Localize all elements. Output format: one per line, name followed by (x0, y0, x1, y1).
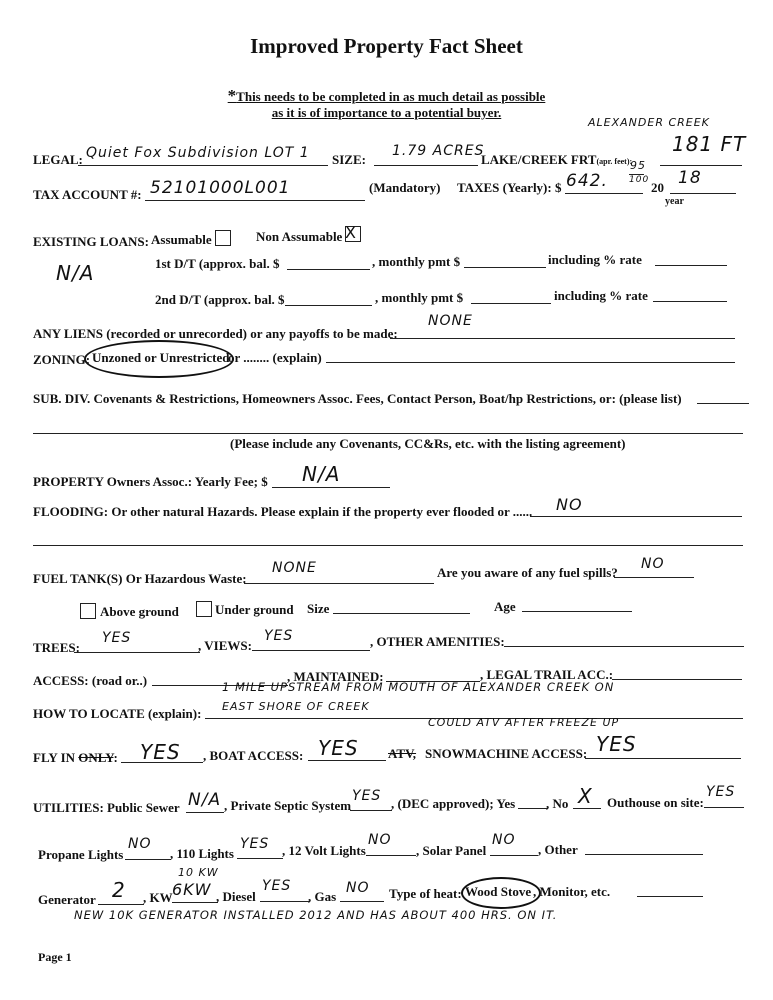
frt-value[interactable]: 181 FT (672, 132, 747, 156)
maintained-label: , MAINTAINED: (287, 669, 384, 684)
boat-access-value[interactable]: YES (318, 736, 359, 760)
how-to-locate-label: HOW TO LOCATE (explain): (33, 706, 202, 721)
snowmachine-line (585, 758, 741, 759)
legal-line (78, 165, 328, 166)
other-amenities-label: , OTHER AMENITIES: (370, 634, 505, 649)
heat-rest-label: , Monitor, etc. (533, 884, 611, 899)
diesel-value[interactable]: YES (262, 878, 292, 894)
flooding-line-2 (33, 545, 743, 546)
existing-loans-label: EXISTING LOANS: (33, 234, 149, 249)
gas-label: , Gas (308, 889, 337, 904)
subdiv-line-1 (697, 403, 749, 404)
solar-panel-value[interactable]: NO (492, 832, 516, 848)
generator-count-value[interactable]: 2 (112, 878, 126, 902)
lights-110-label: , 110 Lights (170, 846, 234, 861)
dec-approved-label: , (DEC approved); Yes (391, 796, 516, 811)
fly-in-struck: ONLY (78, 750, 114, 765)
instruction-asterisk: * (227, 86, 237, 105)
taxes-value[interactable]: 642. (566, 171, 608, 191)
atv-note[interactable]: COULD ATV AFTER FREEZE UP (428, 716, 620, 729)
under-ground-label: Under ground (215, 602, 294, 617)
generator-count-line (98, 904, 144, 905)
page-number: Page 1 (38, 950, 72, 964)
under-ground-checkbox[interactable] (196, 601, 212, 617)
septic-label: , Private Septic System (224, 798, 352, 813)
subdiv-label: SUB. DIV. Covenants & Restrictions, Homeowners Assoc. Fees, Contact Person, Boat/hp Restrictions, or: (please list) (33, 391, 682, 406)
fuel-spills-label: Are you aware of any fuel spills? (437, 565, 618, 580)
fuel-size-line (333, 613, 470, 614)
fuel-tank-value[interactable]: NONE (272, 560, 317, 576)
generator-note[interactable]: NEW 10K GENERATOR INSTALLED 2012 AND HAS ABOUT 400 HRS. ON IT. (74, 908, 558, 922)
above-ground-checkbox[interactable] (80, 603, 96, 619)
lights-110-line (237, 858, 283, 859)
fuel-tank-label: FUEL TANK(S) Or Hazardous Waste: (33, 571, 247, 586)
fly-in-value[interactable]: YES (140, 740, 181, 764)
flooding-value[interactable]: NO (556, 495, 583, 514)
lights-12v-line (366, 855, 416, 856)
lights-110-value[interactable]: YES (240, 836, 270, 852)
zoning-line (326, 362, 735, 363)
lights-12v-label: , 12 Volt Lights (282, 843, 366, 858)
fuel-age-line (522, 611, 632, 612)
boat-access-label: , BOAT ACCESS: (203, 748, 304, 763)
subdiv-line-2 (33, 433, 743, 434)
fuel-spills-line (614, 577, 694, 578)
first-dt-monthly-label: , monthly pmt $ (372, 254, 461, 269)
propane-lights-value[interactable]: NO (128, 836, 152, 852)
first-dt-balance-line (287, 269, 370, 270)
liens-line (390, 338, 735, 339)
generator-label: Generator (38, 892, 96, 907)
access-label: ACCESS: (road or..) (33, 673, 148, 688)
snowmachine-label: SNOWMACHINE ACCESS: (425, 746, 588, 761)
atv-struck: ATV, (388, 746, 417, 761)
assumable-checkbox[interactable] (215, 230, 231, 246)
liens-value[interactable]: NONE (428, 313, 473, 329)
fuel-age-label: Age (494, 599, 516, 614)
kw-value[interactable]: 6KW (172, 880, 212, 899)
snowmachine-value[interactable]: YES (596, 732, 637, 756)
page-title: Improved Property Fact Sheet (250, 34, 523, 58)
heat-type-label: Type of heat: (389, 886, 462, 901)
size-value[interactable]: 1.79 ACRES (392, 143, 485, 159)
dec-no-label: , No (546, 796, 569, 811)
frt-label: LAKE/CREEK FRT(apr. feet): (481, 152, 633, 167)
owners-assoc-label: PROPERTY Owners Assoc.: Yearly Fee; $ (33, 474, 268, 489)
first-dt-rate-label: including % rate (548, 252, 642, 267)
diesel-line (260, 901, 310, 902)
how-to-locate-value-1[interactable]: 1 MILE UPSTREAM FROM MOUTH OF ALEXANDER CREEK ON (222, 680, 615, 694)
tax-account-value[interactable]: 52101000L001 (150, 178, 291, 198)
second-dt-monthly-label: , monthly pmt $ (375, 290, 464, 305)
first-dt-label: 1st D/T (approx. bal. $ (155, 256, 280, 271)
first-dt-monthly-line (464, 267, 546, 268)
owners-assoc-value[interactable]: N/A (302, 462, 341, 486)
views-value[interactable]: YES (264, 628, 294, 644)
instruction-line-2: as it is of importance to a potential buyer. (271, 105, 502, 120)
taxes-cents-bottom: 100 (629, 175, 650, 185)
non-assumable-label: Non Assumable (256, 229, 343, 244)
assumable-label: Assumable (151, 232, 212, 247)
legal-trail-line (612, 679, 742, 680)
views-line (252, 650, 370, 651)
fuel-tank-line (244, 583, 434, 584)
zoning-circled-option[interactable]: Unzoned or Unrestricted (92, 350, 230, 365)
diesel-label: , Diesel (216, 889, 256, 904)
kw-note[interactable]: 10 KW (178, 866, 219, 879)
mandatory-label: (Mandatory) (369, 180, 441, 195)
non-assumable-x-mark: X (345, 223, 356, 242)
fly-in-label: FLY IN ONLY: (33, 750, 118, 765)
fuel-size-label: Size (307, 601, 330, 616)
zoning-explain-label: or ........ (explain) (228, 350, 322, 365)
above-ground-label: Above ground (100, 604, 179, 619)
propane-lights-label: Propane Lights (38, 847, 124, 862)
fuel-spills-value[interactable]: NO (641, 556, 665, 572)
second-dt-label: 2nd D/T (approx. bal. $ (155, 292, 285, 307)
other-lights-line (585, 854, 703, 855)
views-label: , VIEWS: (198, 638, 252, 653)
how-to-locate-value-2[interactable]: EAST SHORE OF CREEK (222, 700, 370, 713)
first-dt-rate-line (655, 265, 727, 266)
solar-panel-label: , Solar Panel (416, 843, 487, 858)
owners-assoc-line (272, 487, 390, 488)
zoning-label: ZONING: (33, 352, 91, 367)
year-prefix: 20 (651, 180, 664, 195)
utilities-label: UTILITIES: Public Sewer (33, 800, 180, 815)
size-label: SIZE: (332, 152, 366, 167)
legal-label: LEGAL: (33, 152, 83, 167)
septic-line (350, 810, 392, 811)
tax-account-line (145, 200, 365, 201)
septic-value[interactable]: YES (352, 788, 382, 804)
taxes-label: TAXES (Yearly): $ (457, 180, 562, 195)
frt-line (660, 165, 742, 166)
heat-line (637, 896, 703, 897)
second-dt-rate-line (653, 301, 727, 302)
year-caption: year (665, 196, 684, 207)
instruction-line-1: *This needs to be completed in as much detail as possible (227, 86, 546, 105)
gas-line (340, 901, 384, 902)
legal-value[interactable]: Quiet Fox Subdivision LOT 1 (86, 145, 310, 161)
kw-line (172, 902, 218, 903)
year-line (670, 193, 736, 194)
loans-na-value[interactable]: N/A (56, 261, 95, 285)
outhouse-line (704, 807, 744, 808)
trees-line (74, 652, 200, 653)
frt-name[interactable]: ALEXANDER CREEK (588, 116, 710, 129)
other-amenities-line (504, 646, 744, 647)
dec-yes-line (518, 808, 548, 809)
boat-access-line (308, 760, 386, 761)
size-line (374, 165, 478, 166)
trees-label: TREES: (33, 640, 80, 655)
liens-label: ANY LIENS (recorded or unrecorded) or any payoffs to be made: (33, 326, 398, 341)
propane-lights-line (125, 859, 171, 860)
outhouse-label: Outhouse on site: (607, 795, 704, 810)
subdiv-note: (Please include any Covenants, CC&Rs, etc. with the listing agreement) (230, 436, 626, 451)
second-dt-monthly-line (471, 303, 551, 304)
dec-no-line (573, 808, 601, 809)
dec-no-value[interactable]: X (578, 784, 593, 808)
flooding-line (530, 516, 742, 517)
second-dt-balance-line (285, 305, 372, 306)
tax-account-label: TAX ACCOUNT #: (33, 187, 142, 202)
year-value[interactable]: 18 (678, 168, 702, 188)
kw-label: , KW (143, 890, 173, 905)
legal-trail-label: , LEGAL TRAIL ACC.: (480, 667, 614, 682)
taxes-line (565, 193, 643, 194)
other-lights-label: , Other (538, 842, 578, 857)
sewer-value[interactable]: N/A (188, 790, 222, 810)
gas-value[interactable]: NO (346, 880, 370, 896)
heat-circled-option[interactable]: Wood Stove (465, 884, 532, 899)
solar-panel-line (490, 855, 538, 856)
trees-value[interactable]: YES (102, 630, 132, 646)
sewer-line (186, 812, 224, 813)
taxes-cents-top: 95 (630, 159, 646, 172)
second-dt-rate-label: including % rate (554, 288, 648, 303)
outhouse-value[interactable]: YES (706, 784, 736, 800)
flooding-label: FLOODING: Or other natural Hazards. Please explain if the property ever flooded or ...... (33, 504, 533, 519)
lights-12v-value[interactable]: NO (368, 832, 392, 848)
